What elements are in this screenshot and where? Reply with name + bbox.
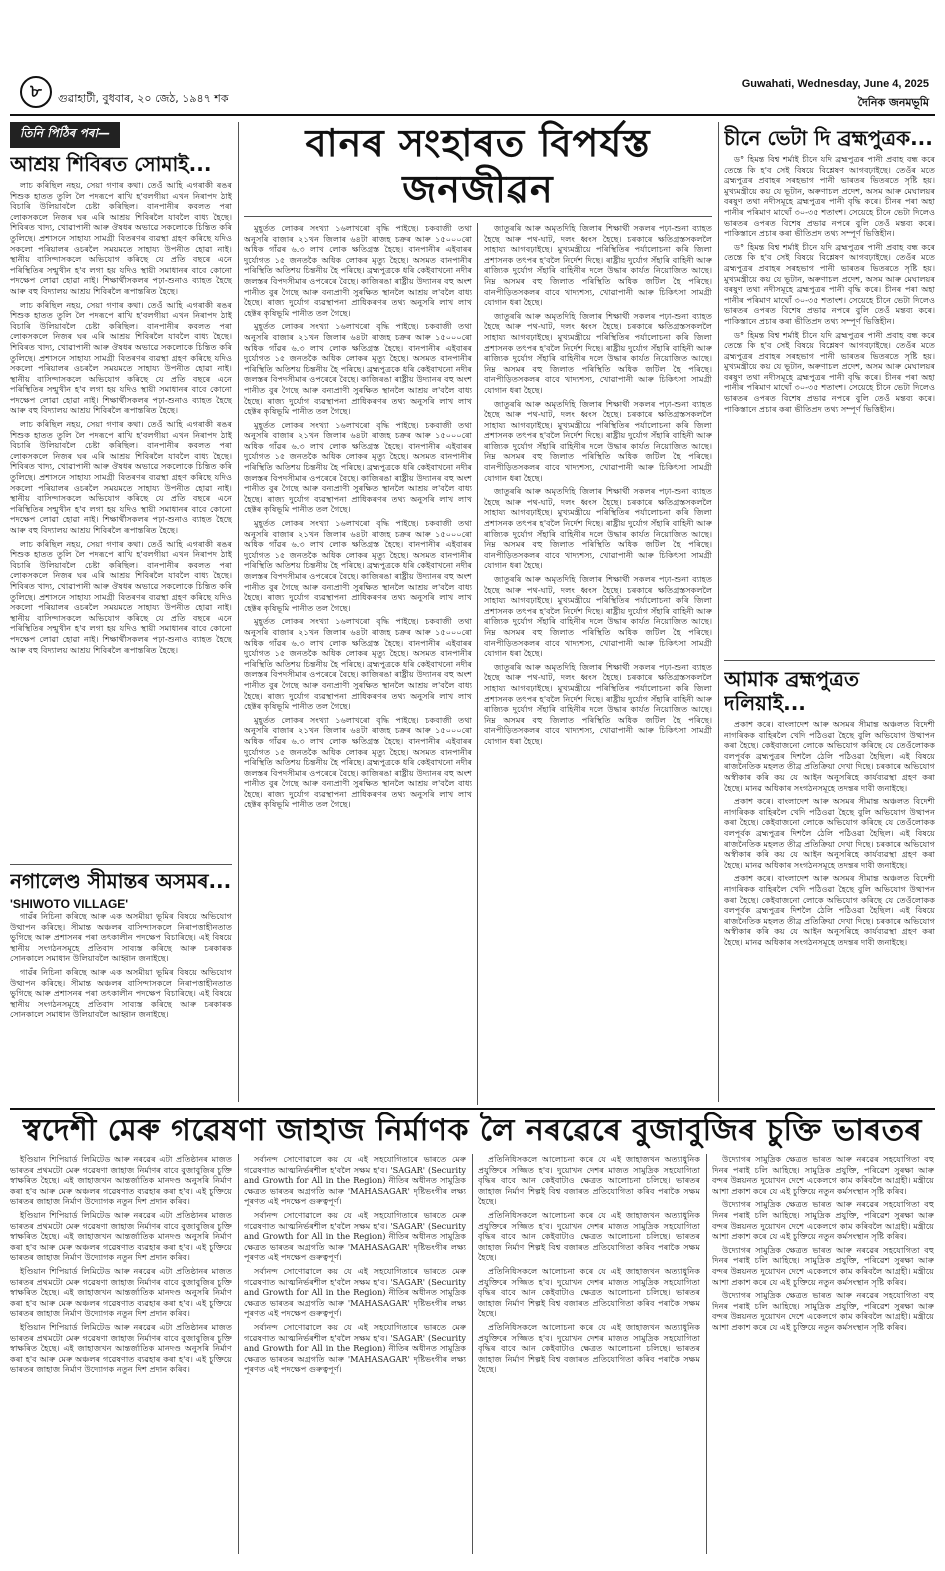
bottom-div2 (472, 1154, 473, 1554)
bottom-headline: স্বদেশী মেৰু গৱেষণা জাহাজ নিৰ্মাণক লৈ নৰৱেৰে বুজাবুজিৰ চুক্তি ভাৰতৰ (22, 1113, 923, 1148)
right-top-title: চীনে ভেটা দি ব্ৰহ্মপুত্ৰক... (724, 126, 933, 150)
center-rule (244, 216, 712, 217)
bottom-columns (10, 1154, 935, 1554)
story2-body: গাৱঁৰ নিচিনা কৰিছে আৰু এক অসমীয়া ভূমিৰ বিষয়ে অভিযোগ উত্থাপন কৰিছে। সীমান্ত অঞ্চলৰ বাসিন্দাসকলে নিৰাপত্তাহীনতাত ভুগিছে আৰু প্ৰশাসনৰ পৰা তৎকালীন পদক্ষেপ বিচাৰিছে। এই বিষয়ে স্থানীয় সংগঠনসমূহে প্ৰতিবাদ সাব্যস্ত কৰিছে আৰু চৰকাৰক সোনকালে সমাধান উলিয়াবলৈ আহ্বান জনাইছে। গাৱঁৰ নিচিনা কৰিছে আৰু এক অসমীয়া ভূমিৰ বিষয়ে অভিযোগ উত্থাপন কৰিছে। সীমান্ত অঞ্চলৰ বাসিন্দাসকলে নিৰাপত্তাহীনতাত ভুগিছে আৰু প্ৰশাসনৰ পৰা তৎকালীন পদক্ষেপ বিচাৰিছে। এই বিষয়ে স্থানীয় সংগঠনসমূহে প্ৰতিবাদ সাব্যস্ত কৰিছে আৰু চৰকাৰক সোনকালে সমাধান উলিয়াবলৈ আহ্বান জনাইছে। (10, 911, 232, 1020)
right-top-body: ড° হিমন্ত বিশ্ব শৰ্মাই চীনে যদি ব্ৰহ্মপুত্ৰৰ পানী প্ৰবাহ বন্ধ কৰে তেন্তে কি হ'ব সেই বিষয়ে বিশ্লেষণ আগবঢ়াইছে। তেওঁৰ মতে ব্ৰহ্মপুত্ৰৰ প্ৰবাহৰ সৰহভাগ পানী ভাৰতৰ ভিতৰতে সৃষ্টি হয়। মুখ্যমন্ত্ৰীয়ে কয় যে ভূটান, অৰুণাচল প্ৰদেশ, অসম আৰু মেঘালয়ৰ বৰষুণ তথা নদীসমূহে ব্ৰহ্মপুত্ৰৰ পানী বৃদ্ধি কৰে। চীনৰ পৰা অহা পানীৰ পৰিমাণ মাথোঁ ৩০-৩৫ শতাংশ। সেয়েহে চীনে ভেটা দিলেও ভাৰতৰ ওপৰত বিশেষ প্ৰভাৱ নপৰে বুলি তেওঁ মন্তব্য কৰে। পাকিস্তানে প্ৰচাৰ কৰা ভীতিপ্ৰদ তথ্য সম্পূৰ্ণ ভিত্তিহীন। ড° হিমন্ত বিশ্ব শৰ্মাই চীনে যদি ব্ৰহ্মপুত্ৰৰ পানী প্ৰবাহ বন্ধ কৰে তেন্তে কি হ'ব সেই বিষয়ে বিশ্লেষণ আগবঢ়াইছে। তেওঁৰ মতে ব্ৰহ্মপুত্ৰৰ প্ৰবাহৰ সৰহভাগ পানী ভাৰতৰ ভিতৰতে সৃষ্টি হয়। মুখ্যমন্ত্ৰীয়ে কয় যে ভূটান, অৰুণাচল প্ৰদেশ, অসম আৰু মেঘালয়ৰ বৰষুণ তথা নদীসমূহে ব্ৰহ্মপুত্ৰৰ পানী বৃদ্ধি কৰে। চীনৰ পৰা অহা পানীৰ পৰিমাণ মাথোঁ ৩০-৩৫ শতাংশ। সেয়েহে চীনে ভেটা দিলেও ভাৰতৰ ওপৰত বিশেষ প্ৰভাৱ নপৰে বুলি তেওঁ মন্তব্য কৰে। পাকিস্তানে প্ৰচাৰ কৰা ভীতিপ্ৰদ তথ্য সম্পূৰ্ণ ভিত্তিহীন। ড° হিমন্ত বিশ্ব শৰ্মাই চীনে যদি ব্ৰহ্মপুত্ৰৰ পানী প্ৰবাহ বন্ধ কৰে তেন্তে কি হ'ব সেই বিষয়ে বিশ্লেষণ আগবঢ়াইছে। তেওঁৰ মতে ব্ৰহ্মপুত্ৰৰ প্ৰবাহৰ সৰহভাগ পানী ভাৰতৰ ভিতৰতে সৃষ্টি হয়। মুখ্যমন্ত্ৰীয়ে কয় যে ভূটান, অৰুণাচল প্ৰদেশ, অসম আৰু মেঘালয়ৰ বৰষুণ তথা নদীসমূহে ব্ৰহ্মপুত্ৰৰ পানী বৃদ্ধি কৰে। চীনৰ পৰা অহা পানীৰ পৰিমাণ মাথোঁ ৩০-৩৫ শতাংশ। সেয়েহে চীনে ভেটা দিলেও ভাৰতৰ ওপৰত বিশেষ প্ৰভাৱ নপৰে বুলি তেওঁ মন্তব্য কৰে। পাকিস্তানে প্ৰচাৰ কৰা ভীতিপ্ৰদ তথ্য সম্পূৰ্ণ ভিত্তিহীন। (724, 154, 935, 414)
page-header (10, 76, 935, 112)
story2-title: নগালেণ্ড সীমান্তৰ অসমৰ... (10, 869, 232, 893)
bottom-col2: সৰ্বানন্দ সোণোৱালে কয় যে এই সহযোগিতাৰে ভাৰতে মেৰু গৱেষণাত আত্মনিৰ্ভৰশীল হ'বলৈ সক্ষম হ'ব। 'SAGAR' (Security and Growth for All in the Region) নীতিৰ অধীনত সামুদ্ৰিক ক্ষেত্ৰত ভাৰতৰ অগ্ৰগতি আৰু 'MAHASAGAR' দৃষ্টিভংগীৰ লক্ষ্য পূৰণত এই পদক্ষেপ গুৰুত্বপূৰ্ণ। সৰ্বানন্দ সোণোৱালে কয় যে এই সহযোগিতাৰে ভাৰতে মেৰু গৱেষণাত আত্মনিৰ্ভৰশীল হ'বলৈ সক্ষম হ'ব। 'SAGAR' (Security and Growth for All in the Region) নীতিৰ অধীনত সামুদ্ৰিক ক্ষেত্ৰত ভাৰতৰ অগ্ৰগতি আৰু 'MAHASAGAR' দৃষ্টিভংগীৰ লক্ষ্য পূৰণত এই পদক্ষেপ গুৰুত্বপূৰ্ণ। সৰ্বানন্দ সোণোৱালে কয় যে এই সহযোগিতাৰে ভাৰতে মেৰু গৱেষণাত আত্মনিৰ্ভৰশীল হ'বলৈ সক্ষম হ'ব। 'SAGAR' (Security and Growth for All in the Region) নীতিৰ অধীনত সামুদ্ৰিক ক্ষেত্ৰত ভাৰতৰ অগ্ৰগতি আৰু 'MAHASAGAR' দৃষ্টিভংগীৰ লক্ষ্য পূৰণত এই পদক্ষেপ গুৰুত্বপূৰ্ণ। সৰ্বানন্দ সোণোৱালে কয় যে এই সহযোগিতাৰে ভাৰতে মেৰু গৱেষণাত আত্মনিৰ্ভৰশীল হ'বলৈ সক্ষম হ'ব। 'SAGAR' (Security and Growth for All in the Region) নীতিৰ অধীনত সামুদ্ৰিক ক্ষেত্ৰত ভাৰতৰ অগ্ৰগতি আৰু 'MAHASAGAR' দৃষ্টিভংগীৰ লক্ষ্য পূৰণত এই পদক্ষেপ গুৰুত্বপূৰ্ণ। (244, 1154, 466, 1375)
right-mid-title: আমাক ব্ৰহ্মপুত্ৰত দলিয়াই... (724, 667, 859, 715)
page-number: ৮ (20, 76, 52, 108)
center-story (244, 120, 712, 1105)
bottom-col4: উদ্যোগৰ সামুদ্ৰিক ক্ষেত্ৰত ভাৰত আৰু নৰৱেৰ সহযোগিতা বহু দিনৰ পৰাই চলি আহিছে। সামুদ্ৰিক প্ৰযুক্তি, পৰিৱেশ সুৰক্ষা আৰু বন্দৰ উন্নয়নত দুয়োখন দেশে একেলগে কাম কৰিবলৈ আগ্ৰহী। মন্ত্ৰীয়ে আশা প্ৰকাশ কৰে যে এই চুক্তিয়ে নতুন কৰ্মসংস্থান সৃষ্টি কৰিব। উদ্যোগৰ সামুদ্ৰিক ক্ষেত্ৰত ভাৰত আৰু নৰৱেৰ সহযোগিতা বহু দিনৰ পৰাই চলি আহিছে। সামুদ্ৰিক প্ৰযুক্তি, পৰিৱেশ সুৰক্ষা আৰু বন্দৰ উন্নয়নত দুয়োখন দেশে একেলগে কাম কৰিবলৈ আগ্ৰহী। মন্ত্ৰীয়ে আশা প্ৰকাশ কৰে যে এই চুক্তিয়ে নতুন কৰ্মসংস্থান সৃষ্টি কৰিব। উদ্যোগৰ সামুদ্ৰিক ক্ষেত্ৰত ভাৰত আৰু নৰৱেৰ সহযোগিতা বহু দিনৰ পৰাই চলি আহিছে। সামুদ্ৰিক প্ৰযুক্তি, পৰিৱেশ সুৰক্ষা আৰু বন্দৰ উন্নয়নত দুয়োখন দেশে একেলগে কাম কৰিবলৈ আগ্ৰহী। মন্ত্ৰীয়ে আশা প্ৰকাশ কৰে যে এই চুক্তিয়ে নতুন কৰ্মসংস্থান সৃষ্টি কৰিব। উদ্যোগৰ সামুদ্ৰিক ক্ষেত্ৰত ভাৰত আৰু নৰৱেৰ সহযোগিতা বহু দিনৰ পৰাই চলি আহিছে। সামুদ্ৰিক প্ৰযুক্তি, পৰিৱেশ সুৰক্ষা আৰু বন্দৰ উন্নয়নত দুয়োখন দেশে একেলগে কাম কৰিবলৈ আগ্ৰহী। মন্ত্ৰীয়ে আশা প্ৰকাশ কৰে যে এই চুক্তিয়ে নতুন কৰ্মসংস্থান সৃষ্টি কৰিব। (712, 1154, 934, 1332)
center-columns (244, 223, 712, 1105)
date-right: Guwahati, Wednesday, June 4, 2025 (741, 78, 929, 90)
bottom-story (10, 1112, 935, 1562)
masthead: দৈনিক জনমভূমি (857, 96, 929, 109)
bottom-div1 (238, 1154, 239, 1554)
section-tag: তিনি পিঠিৰ পৰা— (10, 122, 120, 148)
center-col1: মুহূৰ্তত লোকৰ সংখ্যা ১৬লাখৰো বৃদ্ধি পাইছে। চকবাজী তথা অনুসৰি বাজাৰ ২১খন জিলাৰ ৬৪টা ৰাজহ চক্ৰৰ আৰু ১৫০০০ৰো অধিক গাঁৱৰ ৬.৩ লাখ লোক ক্ষতিগ্ৰস্ত হৈছে। বানপানীৰ এইবাৰৰ দুৰ্যোগত ১৫ জনতকৈ অধিক লোকৰ মৃত্যু হৈছে। অসমত বানপানীৰ পৰিস্থিতি অতিশয় চিন্তনীয় হৈ পৰিছে। ব্ৰহ্মপুত্ৰকে ধৰি কেইবাখনো নদীৰ জলস্তৰ বিপদসীমাৰ ওপৰেৰে বৈছে। কাজিৰঙা ৰাষ্ট্ৰীয় উদ্যানৰ বহু অংশ পানীত বুৰ গৈছে আৰু বন্যপ্ৰাণী সুৰক্ষিত স্থানলৈ আশ্ৰয় ল'বলৈ বাধ্য হৈছে। ৰাজ্য দুৰ্যোগ ব্যৱস্থাপনা প্ৰাধিকৰণৰ তথ্য অনুসৰি লাখ লাখ হেক্টৰ কৃষিভূমি পানীত তল গৈছে। মুহূৰ্তত লোকৰ সংখ্যা ১৬লাখৰো বৃদ্ধি পাইছে। চকবাজী তথা অনুসৰি বাজাৰ ২১খন জিলাৰ ৬৪টা ৰাজহ চক্ৰৰ আৰু ১৫০০০ৰো অধিক গাঁৱৰ ৬.৩ লাখ লোক ক্ষতিগ্ৰস্ত হৈছে। বানপানীৰ এইবাৰৰ দুৰ্যোগত ১৫ জনতকৈ অধিক লোকৰ মৃত্যু হৈছে। অসমত বানপানীৰ পৰিস্থিতি অতিশয় চিন্তনীয় হৈ পৰিছে। ব্ৰহ্মপুত্ৰকে ধৰি কেইবাখনো নদীৰ জলস্তৰ বিপদসীমাৰ ওপৰেৰে বৈছে। কাজিৰঙা ৰাষ্ট্ৰীয় উদ্যানৰ বহু অংশ পানীত বুৰ গৈছে আৰু বন্যপ্ৰাণী সুৰক্ষিত স্থানলৈ আশ্ৰয় ল'বলৈ বাধ্য হৈছে। ৰাজ্য দুৰ্যোগ ব্যৱস্থাপনা প্ৰাধিকৰণৰ তথ্য অনুসৰি লাখ লাখ হেক্টৰ কৃষিভূমি পানীত তল গৈছে। মুহূৰ্তত লোকৰ সংখ্যা ১৬লাখৰো বৃদ্ধি পাইছে। চকবাজী তথা অনুসৰি বাজাৰ ২১খন জিলাৰ ৬৪টা ৰাজহ চক্ৰৰ আৰু ১৫০০০ৰো অধিক গাঁৱৰ ৬.৩ লাখ লোক ক্ষতিগ্ৰস্ত হৈছে। বানপানীৰ এইবাৰৰ দুৰ্যোগত ১৫ জনতকৈ অধিক লোকৰ মৃত্যু হৈছে। অসমত বানপানীৰ পৰিস্থিতি অতিশয় চিন্তনীয় হৈ পৰিছে। ব্ৰহ্মপুত্ৰকে ধৰি কেইবাখনো নদীৰ জলস্তৰ বিপদসীমাৰ ওপৰেৰে বৈছে। কাজিৰঙা ৰাষ্ট্ৰীয় উদ্যানৰ বহু অংশ পানীত বুৰ গৈছে আৰু বন্যপ্ৰাণী সুৰক্ষিত স্থানলৈ আশ্ৰয় ল'বলৈ বাধ্য হৈছে। ৰাজ্য দুৰ্যোগ ব্যৱস্থাপনা প্ৰাধিকৰণৰ তথ্য অনুসৰি লাখ লাখ হেক্টৰ কৃষিভূমি পানীত তল গৈছে। মুহূৰ্তত লোকৰ সংখ্যা ১৬লাখৰো বৃদ্ধি পাইছে। চকবাজী তথা অনুসৰি বাজাৰ ২১খন জিলাৰ ৬৪টা ৰাজহ চক্ৰৰ আৰু ১৫০০০ৰো অধিক গাঁৱৰ ৬.৩ লাখ লোক ক্ষতিগ্ৰস্ত হৈছে। বানপানীৰ এইবাৰৰ দুৰ্যোগত ১৫ জনতকৈ অধিক লোকৰ মৃত্যু হৈছে। অসমত বানপানীৰ পৰিস্থিতি অতিশয় চিন্তনীয় হৈ পৰিছে। ব্ৰহ্মপুত্ৰকে ধৰি কেইবাখনো নদীৰ জলস্তৰ বিপদসীমাৰ ওপৰেৰে বৈছে। কাজিৰঙা ৰাষ্ট্ৰীয় উদ্যানৰ বহু অংশ পানীত বুৰ গৈছে আৰু বন্যপ্ৰাণী সুৰক্ষিত স্থানলৈ আশ্ৰয় ল'বলৈ বাধ্য হৈছে। ৰাজ্য দুৰ্যোগ ব্যৱস্থাপনা প্ৰাধিকৰণৰ তথ্য অনুসৰি লাখ লাখ হেক্টৰ কৃষিভূমি পানীত তল গৈছে। মুহূৰ্তত লোকৰ সংখ্যা ১৬লাখৰো বৃদ্ধি পাইছে। চকবাজী তথা অনুসৰি বাজাৰ ২১খন জিলাৰ ৬৪টা ৰাজহ চক্ৰৰ আৰু ১৫০০০ৰো অধিক গাঁৱৰ ৬.৩ লাখ লোক ক্ষতিগ্ৰস্ত হৈছে। বানপানীৰ এইবাৰৰ দুৰ্যোগত ১৫ জনতকৈ অধিক লোকৰ মৃত্যু হৈছে। অসমত বানপানীৰ পৰিস্থিতি অতিশয় চিন্তনীয় হৈ পৰিছে। ব্ৰহ্মপুত্ৰকে ধৰি কেইবাখনো নদীৰ জলস্তৰ বিপদসীমাৰ ওপৰেৰে বৈছে। কাজিৰঙা ৰাষ্ট্ৰীয় উদ্যানৰ বহু অংশ পানীত বুৰ গৈছে আৰু বন্যপ্ৰাণী সুৰক্ষিত স্থানলৈ আশ্ৰয় ল'বলৈ বাধ্য হৈছে। ৰাজ্য দুৰ্যোগ ব্যৱস্থাপনা প্ৰাধিকৰণৰ তথ্য অনুসৰি লাখ লাখ হেক্টৰ কৃষিভূমি পানীত তল গৈছে। মুহূৰ্তত লোকৰ সংখ্যা ১৬লাখৰো বৃদ্ধি পাইছে। চকবাজী তথা অনুসৰি বাজাৰ ২১খন জিলাৰ ৬৪টা ৰাজহ চক্ৰৰ আৰু ১৫০০০ৰো অধিক গাঁৱৰ ৬.৩ লাখ লোক ক্ষতিগ্ৰস্ত হৈছে। বানপানীৰ এইবাৰৰ দুৰ্যোগত ১৫ জনতকৈ অধিক লোকৰ মৃত্যু হৈছে। অসমত বানপানীৰ পৰিস্থিতি অতিশয় চিন্তনীয় হৈ পৰিছে। ব্ৰহ্মপুত্ৰকে ধৰি কেইবাখনো নদীৰ জলস্তৰ বিপদসীমাৰ ওপৰেৰে বৈছে। কাজিৰঙা ৰাষ্ট্ৰীয় উদ্যানৰ বহু অংশ পানীত বুৰ গৈছে আৰু বন্যপ্ৰাণী সুৰক্ষিত স্থানলৈ আশ্ৰয় ল'বলৈ বাধ্য হৈছে। ৰাজ্য দুৰ্যোগ ব্যৱস্থাপনা প্ৰাধিকৰণৰ তথ্য অনুসৰি লাখ লাখ হেক্টৰ কৃষিভূমি পানীত তল গৈছে। (244, 223, 472, 810)
story2-latin: 'SHIWOTO VILLAGE' (10, 897, 129, 911)
date-left: গুৱাহাটী, বুধবাৰ, ২০ জেঠ, ১৯৪৭ শক (58, 92, 229, 105)
right-divider (724, 660, 935, 661)
bottom-rule (10, 1108, 935, 1110)
header-rule (10, 114, 935, 116)
bottom-col1: ইণ্ডিয়ান শিপিয়াৰ্ড লিমিটেড আৰু নৰৱেৰ এটা প্ৰতিষ্ঠানৰ মাজত ভাৰতৰ প্ৰথমটো মেৰু গৱেষণা জাহাজ নিৰ্মাণৰ বাবে বুজাবুজিৰ চুক্তি স্বাক্ষৰিত হৈছে। এই জাহাজখন আন্তৰ্জাতিক মানদণ্ড অনুসৰি নিৰ্মাণ কৰা হ'ব আৰু মেৰু অঞ্চলৰ গৱেষণাত ব্যৱহাৰ কৰা হ'ব। এই চুক্তিয়ে ভাৰতৰ জাহাজ নিৰ্মাণ উদ্যোগক নতুন দিশ প্ৰদান কৰিব। ইণ্ডিয়ান শিপিয়াৰ্ড লিমিটেড আৰু নৰৱেৰ এটা প্ৰতিষ্ঠানৰ মাজত ভাৰতৰ প্ৰথমটো মেৰু গৱেষণা জাহাজ নিৰ্মাণৰ বাবে বুজাবুজিৰ চুক্তি স্বাক্ষৰিত হৈছে। এই জাহাজখন আন্তৰ্জাতিক মানদণ্ড অনুসৰি নিৰ্মাণ কৰা হ'ব আৰু মেৰু অঞ্চলৰ গৱেষণাত ব্যৱহাৰ কৰা হ'ব। এই চুক্তিয়ে ভাৰতৰ জাহাজ নিৰ্মাণ উদ্যোগক নতুন দিশ প্ৰদান কৰিব। ইণ্ডিয়ান শিপিয়াৰ্ড লিমিটেড আৰু নৰৱেৰ এটা প্ৰতিষ্ঠানৰ মাজত ভাৰতৰ প্ৰথমটো মেৰু গৱেষণা জাহাজ নিৰ্মাণৰ বাবে বুজাবুজিৰ চুক্তি স্বাক্ষৰিত হৈছে। এই জাহাজখন আন্তৰ্জাতিক মানদণ্ড অনুসৰি নিৰ্মাণ কৰা হ'ব আৰু মেৰু অঞ্চলৰ গৱেষণাত ব্যৱহাৰ কৰা হ'ব। এই চুক্তিয়ে ভাৰতৰ জাহাজ নিৰ্মাণ উদ্যোগক নতুন দিশ প্ৰদান কৰিব। ইণ্ডিয়ান শিপিয়াৰ্ড লিমিটেড আৰু নৰৱেৰ এটা প্ৰতিষ্ঠানৰ মাজত ভাৰতৰ প্ৰথমটো মেৰু গৱেষণা জাহাজ নিৰ্মাণৰ বাবে বুজাবুজিৰ চুক্তি স্বাক্ষৰিত হৈছে। এই জাহাজখন আন্তৰ্জাতিক মানদণ্ড অনুসৰি নিৰ্মাণ কৰা হ'ব আৰু মেৰু অঞ্চলৰ গৱেষণাত ব্যৱহাৰ কৰা হ'ব। এই চুক্তিয়ে ভাৰতৰ জাহাজ নিৰ্মাণ উদ্যোগক নতুন দিশ প্ৰদান কৰিব। (10, 1154, 232, 1375)
center-headline: বানৰ সংহাৰত বিপৰ্যস্ত জনজীৱন (305, 121, 651, 211)
bottom-div3 (706, 1154, 707, 1554)
col-divider (238, 122, 239, 1102)
center-inner-divider (477, 223, 478, 1105)
left-divider (10, 864, 232, 865)
story1-body: লাচ কৰিছিল নহয়, সেয়া গণাৰ কথা। তেওঁ আহি এগৰাকী ৰঙৰ শিশুক হাতত তুলি লৈ পদৰূপে ৰাখি হ'বলগীয়া এখন নিৰাপদ ঠাই বিচাৰি উলিয়াবলৈ চেষ্টা কৰিছিল। বানপানীৰ কবলত পৰা লোকসকলে নিজৰ ঘৰ এৰি আশ্ৰয় শিবিৰলৈ যাবলৈ বাধ্য হৈছে। শিবিৰত খাদ্য, খোৱাপানী আৰু ঔষধৰ অভাৱে সকলোকে চিন্তিত কৰি তুলিছে। প্ৰশাসনে সাহায্য সামগ্ৰী বিতৰণৰ ব্যৱস্থা গ্ৰহণ কৰিছে যদিও সকলো পৰিয়ালৰ ওচৰলৈ সময়মতে সাহায্য উপনীত হোৱা নাই। স্থানীয় বাসিন্দাসকলে অভিযোগ কৰিছে যে প্ৰতি বছৰে এনে পৰিস্থিতিৰ সন্মুখীন হ'ব লগা হয় যদিও স্থায়ী সমাধানৰ বাবে কোনো পদক্ষেপ লোৱা হোৱা নাই। শিক্ষাৰ্থীসকলৰ পঢ়া-শুনাও ব্যাহত হৈছে আৰু বহু বিদ্যালয় আশ্ৰয় শিবিৰলৈ ৰূপান্তৰিত হৈছে। লাচ কৰিছিল নহয়, সেয়া গণাৰ কথা। তেওঁ আহি এগৰাকী ৰঙৰ শিশুক হাতত তুলি লৈ পদৰূপে ৰাখি হ'বলগীয়া এখন নিৰাপদ ঠাই বিচাৰি উলিয়াবলৈ চেষ্টা কৰিছিল। বানপানীৰ কবলত পৰা লোকসকলে নিজৰ ঘৰ এৰি আশ্ৰয় শিবিৰলৈ যাবলৈ বাধ্য হৈছে। শিবিৰত খাদ্য, খোৱাপানী আৰু ঔষধৰ অভাৱে সকলোকে চিন্তিত কৰি তুলিছে। প্ৰশাসনে সাহায্য সামগ্ৰী বিতৰণৰ ব্যৱস্থা গ্ৰহণ কৰিছে যদিও সকলো পৰিয়ালৰ ওচৰলৈ সময়মতে সাহায্য উপনীত হোৱা নাই। স্থানীয় বাসিন্দাসকলে অভিযোগ কৰিছে যে প্ৰতি বছৰে এনে পৰিস্থিতিৰ সন্মুখীন হ'ব লগা হয় যদিও স্থায়ী সমাধানৰ বাবে কোনো পদক্ষেপ লোৱা হোৱা নাই। শিক্ষাৰ্থীসকলৰ পঢ়া-শুনাও ব্যাহত হৈছে আৰু বহু বিদ্যালয় আশ্ৰয় শিবিৰলৈ ৰূপান্তৰিত হৈছে। লাচ কৰিছিল নহয়, সেয়া গণাৰ কথা। তেওঁ আহি এগৰাকী ৰঙৰ শিশুক হাতত তুলি লৈ পদৰূপে ৰাখি হ'বলগীয়া এখন নিৰাপদ ঠাই বিচাৰি উলিয়াবলৈ চেষ্টা কৰিছিল। বানপানীৰ কবলত পৰা লোকসকলে নিজৰ ঘৰ এৰি আশ্ৰয় শিবিৰলৈ যাবলৈ বাধ্য হৈছে। শিবিৰত খাদ্য, খোৱাপানী আৰু ঔষধৰ অভাৱে সকলোকে চিন্তিত কৰি তুলিছে। প্ৰশাসনে সাহায্য সামগ্ৰী বিতৰণৰ ব্যৱস্থা গ্ৰহণ কৰিছে যদিও সকলো পৰিয়ালৰ ওচৰলৈ সময়মতে সাহায্য উপনীত হোৱা নাই। স্থানীয় বাসিন্দাসকলে অভিযোগ কৰিছে যে প্ৰতি বছৰে এনে পৰিস্থিতিৰ সন্মুখীন হ'ব লগা হয় যদিও স্থায়ী সমাধানৰ বাবে কোনো পদক্ষেপ লোৱা হোৱা নাই। শিক্ষাৰ্থীসকলৰ পঢ়া-শুনাও ব্যাহত হৈছে আৰু বহু বিদ্যালয় আশ্ৰয় শিবিৰলৈ ৰূপান্তৰিত হৈছে। লাচ কৰিছিল নহয়, সেয়া গণাৰ কথা। তেওঁ আহি এগৰাকী ৰঙৰ শিশুক হাতত তুলি লৈ পদৰূপে ৰাখি হ'বলগীয়া এখন নিৰাপদ ঠাই বিচাৰি উলিয়াবলৈ চেষ্টা কৰিছিল। বানপানীৰ কবলত পৰা লোকসকলে নিজৰ ঘৰ এৰি আশ্ৰয় শিবিৰলৈ যাবলৈ বাধ্য হৈছে। শিবিৰত খাদ্য, খোৱাপানী আৰু ঔষধৰ অভাৱে সকলোকে চিন্তিত কৰি তুলিছে। প্ৰশাসনে সাহায্য সামগ্ৰী বিতৰণৰ ব্যৱস্থা গ্ৰহণ কৰিছে যদিও সকলো পৰিয়ালৰ ওচৰলৈ সময়মতে সাহায্য উপনীত হোৱা নাই। স্থানীয় বাসিন্দাসকলে অভিযোগ কৰিছে যে প্ৰতি বছৰে এনে পৰিস্থিতিৰ সন্মুখীন হ'ব লগা হয় যদিও স্থায়ী সমাধানৰ বাবে কোনো পদক্ষেপ লোৱা হোৱা নাই। শিক্ষাৰ্থীসকলৰ পঢ়া-শুনাও ব্যাহত হৈছে আৰু বহু বিদ্যালয় আশ্ৰয় শিবিৰলৈ ৰূপান্তৰিত হৈছে। (10, 180, 232, 655)
right-mid-body: প্ৰকাশ কৰে। বাংলাদেশ আৰু অসমৰ সীমান্ত অঞ্চলত বিদেশী নাগৰিকক বাহিৰলৈ খেদি পঠিওৱা হৈছে বুলি অভিযোগ উত্থাপন কৰা হৈছে। কেইবাজনো লোকে অভিযোগ কৰিছে যে তেওঁলোকক বলপূৰ্বক ব্ৰহ্মপুত্ৰৰ দিশলৈ ঠেলি পঠিওৱা হৈছিল। এই বিষয়ে ৰাজনৈতিক মহলত তীব্ৰ প্ৰতিক্ৰিয়া দেখা দিছে। চৰকাৰে অভিযোগ অস্বীকাৰ কৰি কয় যে আইন অনুসৰিহে কাৰ্যব্যৱস্থা গ্ৰহণ কৰা হৈছে। মানৱ অধিকাৰ সংগঠনসমূহে তদন্তৰ দাবী জনাইছে। প্ৰকাশ কৰে। বাংলাদেশ আৰু অসমৰ সীমান্ত অঞ্চলত বিদেশী নাগৰিকক বাহিৰলৈ খেদি পঠিওৱা হৈছে বুলি অভিযোগ উত্থাপন কৰা হৈছে। কেইবাজনো লোকে অভিযোগ কৰিছে যে তেওঁলোকক বলপূৰ্বক ব্ৰহ্মপুত্ৰৰ দিশলৈ ঠেলি পঠিওৱা হৈছিল। এই বিষয়ে ৰাজনৈতিক মহলত তীব্ৰ প্ৰতিক্ৰিয়া দেখা দিছে। চৰকাৰে অভিযোগ অস্বীকাৰ কৰি কয় যে আইন অনুসৰিহে কাৰ্যব্যৱস্থা গ্ৰহণ কৰা হৈছে। মানৱ অধিকাৰ সংগঠনসমূহে তদন্তৰ দাবী জনাইছে। প্ৰকাশ কৰে। বাংলাদেশ আৰু অসমৰ সীমান্ত অঞ্চলত বিদেশী নাগৰিকক বাহিৰলৈ খেদি পঠিওৱা হৈছে বুলি অভিযোগ উত্থাপন কৰা হৈছে। কেইবাজনো লোকে অভিযোগ কৰিছে যে তেওঁলোকক বলপূৰ্বক ব্ৰহ্মপুত্ৰৰ দিশলৈ ঠেলি পঠিওৱা হৈছিল। এই বিষয়ে ৰাজনৈতিক মহলত তীব্ৰ প্ৰতিক্ৰিয়া দেখা দিছে। চৰকাৰে অভিযোগ অস্বীকাৰ কৰি কয় যে আইন অনুসৰিহে কাৰ্যব্যৱস্থা গ্ৰহণ কৰা হৈছে। মানৱ অধিকাৰ সংগঠনসমূহে তদন্তৰ দাবী জনাইছে। (724, 719, 935, 947)
left-column (10, 122, 232, 1102)
right-column (724, 122, 935, 1102)
center-col2: জাতুৰৰি আৰু অমৃতদিহি জিলাৰ শিক্ষাৰ্থী সকলৰ পঢ়া-শুনা ব্যাহত হৈছে আৰু পথ-ঘাট, দলং ধ্বংস হৈছে। চৰকাৰে ক্ষতিগ্ৰস্তসকললৈ সাহায্য আগবঢ়াইছে। মুখ্যমন্ত্ৰীয়ে পৰিস্থিতিৰ পৰ্যালোচনা কৰি জিলা প্ৰশাসনক তৎপৰ হ'বলৈ নিৰ্দেশ দিছে। ৰাষ্ট্ৰীয় দুৰ্যোগ সঁহাৰি বাহিনী আৰু ৰাজ্যিক দুৰ্যোগ সঁহাৰি বাহিনীৰ দলে উদ্ধাৰ কাৰ্যত নিয়োজিত আছে। নিম্ন অসমৰ বহু জিলাত পৰিস্থিতি অধিক জটিল হৈ পৰিছে। বানপীড়িতসকলৰ বাবে খাদ্যশস্য, খোৱাপানী আৰু চিকিৎসা সামগ্ৰী যোগান ধৰা হৈছে। জাতুৰৰি আৰু অমৃতদিহি জিলাৰ শিক্ষাৰ্থী সকলৰ পঢ়া-শুনা ব্যাহত হৈছে আৰু পথ-ঘাট, দলং ধ্বংস হৈছে। চৰকাৰে ক্ষতিগ্ৰস্তসকললৈ সাহায্য আগবঢ়াইছে। মুখ্যমন্ত্ৰীয়ে পৰিস্থিতিৰ পৰ্যালোচনা কৰি জিলা প্ৰশাসনক তৎপৰ হ'বলৈ নিৰ্দেশ দিছে। ৰাষ্ট্ৰীয় দুৰ্যোগ সঁহাৰি বাহিনী আৰু ৰাজ্যিক দুৰ্যোগ সঁহাৰি বাহিনীৰ দলে উদ্ধাৰ কাৰ্যত নিয়োজিত আছে। নিম্ন অসমৰ বহু জিলাত পৰিস্থিতি অধিক জটিল হৈ পৰিছে। বানপীড়িতসকলৰ বাবে খাদ্যশস্য, খোৱাপানী আৰু চিকিৎসা সামগ্ৰী যোগান ধৰা হৈছে। জাতুৰৰি আৰু অমৃতদিহি জিলাৰ শিক্ষাৰ্থী সকলৰ পঢ়া-শুনা ব্যাহত হৈছে আৰু পথ-ঘাট, দলং ধ্বংস হৈছে। চৰকাৰে ক্ষতিগ্ৰস্তসকললৈ সাহায্য আগবঢ়াইছে। মুখ্যমন্ত্ৰীয়ে পৰিস্থিতিৰ পৰ্যালোচনা কৰি জিলা প্ৰশাসনক তৎপৰ হ'বলৈ নিৰ্দেশ দিছে। ৰাষ্ট্ৰীয় দুৰ্যোগ সঁহাৰি বাহিনী আৰু ৰাজ্যিক দুৰ্যোগ সঁহাৰি বাহিনীৰ দলে উদ্ধাৰ কাৰ্যত নিয়োজিত আছে। নিম্ন অসমৰ বহু জিলাত পৰিস্থিতি অধিক জটিল হৈ পৰিছে। বানপীড়িতসকলৰ বাবে খাদ্যশস্য, খোৱাপানী আৰু চিকিৎসা সামগ্ৰী যোগান ধৰা হৈছে। জাতুৰৰি আৰু অমৃতদিহি জিলাৰ শিক্ষাৰ্থী সকলৰ পঢ়া-শুনা ব্যাহত হৈছে আৰু পথ-ঘাট, দলং ধ্বংস হৈছে। চৰকাৰে ক্ষতিগ্ৰস্তসকললৈ সাহায্য আগবঢ়াইছে। মুখ্যমন্ত্ৰীয়ে পৰিস্থিতিৰ পৰ্যালোচনা কৰি জিলা প্ৰশাসনক তৎপৰ হ'বলৈ নিৰ্দেশ দিছে। ৰাষ্ট্ৰীয় দুৰ্যোগ সঁহাৰি বাহিনী আৰু ৰাজ্যিক দুৰ্যোগ সঁহাৰি বাহিনীৰ দলে উদ্ধাৰ কাৰ্যত নিয়োজিত আছে। নিম্ন অসমৰ বহু জিলাত পৰিস্থিতি অধিক জটিল হৈ পৰিছে। বানপীড়িতসকলৰ বাবে খাদ্যশস্য, খোৱাপানী আৰু চিকিৎসা সামগ্ৰী যোগান ধৰা হৈছে। জাতুৰৰি আৰু অমৃতদিহি জিলাৰ শিক্ষাৰ্থী সকলৰ পঢ়া-শুনা ব্যাহত হৈছে আৰু পথ-ঘাট, দলং ধ্বংস হৈছে। চৰকাৰে ক্ষতিগ্ৰস্তসকললৈ সাহায্য আগবঢ়াইছে। মুখ্যমন্ত্ৰীয়ে পৰিস্থিতিৰ পৰ্যালোচনা কৰি জিলা প্ৰশাসনক তৎপৰ হ'বলৈ নিৰ্দেশ দিছে। ৰাষ্ট্ৰীয় দুৰ্যোগ সঁহাৰি বাহিনী আৰু ৰাজ্যিক দুৰ্যোগ সঁহাৰি বাহিনীৰ দলে উদ্ধাৰ কাৰ্যত নিয়োজিত আছে। নিম্ন অসমৰ বহু জিলাত পৰিস্থিতি অধিক জটিল হৈ পৰিছে। বানপীড়িতসকলৰ বাবে খাদ্যশস্য, খোৱাপানী আৰু চিকিৎসা সামগ্ৰী যোগান ধৰা হৈছে। জাতুৰৰি আৰু অমৃতদিহি জিলাৰ শিক্ষাৰ্থী সকলৰ পঢ়া-শুনা ব্যাহত হৈছে আৰু পথ-ঘাট, দলং ধ্বংস হৈছে। চৰকাৰে ক্ষতিগ্ৰস্তসকললৈ সাহায্য আগবঢ়াইছে। মুখ্যমন্ত্ৰীয়ে পৰিস্থিতিৰ পৰ্যালোচনা কৰি জিলা প্ৰশাসনক তৎপৰ হ'বলৈ নিৰ্দেশ দিছে। ৰাষ্ট্ৰীয় দুৰ্যোগ সঁহাৰি বাহিনী আৰু ৰাজ্যিক দুৰ্যোগ সঁহাৰি বাহিনীৰ দলে উদ্ধাৰ কাৰ্যত নিয়োজিত আছে। নিম্ন অসমৰ বহু জিলাত পৰিস্থিতি অধিক জটিল হৈ পৰিছে। বানপীড়িতসকলৰ বাবে খাদ্যশস্য, খোৱাপানী আৰু চিকিৎসা সামগ্ৰী যোগান ধৰা হৈছে। (484, 223, 712, 746)
bottom-col3: প্ৰতিনিধিসকলে আলোচনা কৰে যে এই জাহাজখন অত্যাধুনিক প্ৰযুক্তিৰে সজ্জিত হ'ব। দুয়োখন দেশৰ মাজত সামুদ্ৰিক সহযোগিতা বৃদ্ধিৰ বাবে আন কেইবাটাও ক্ষেত্ৰত আলোচনা চলিছে। ভাৰতৰ জাহাজ নিৰ্মাণ শিল্পই বিশ্ব বজাৰত প্ৰতিযোগিতা কৰিব পৰাকৈ সক্ষম হৈছে। প্ৰতিনিধিসকলে আলোচনা কৰে যে এই জাহাজখন অত্যাধুনিক প্ৰযুক্তিৰে সজ্জিত হ'ব। দুয়োখন দেশৰ মাজত সামুদ্ৰিক সহযোগিতা বৃদ্ধিৰ বাবে আন কেইবাটাও ক্ষেত্ৰত আলোচনা চলিছে। ভাৰতৰ জাহাজ নিৰ্মাণ শিল্পই বিশ্ব বজাৰত প্ৰতিযোগিতা কৰিব পৰাকৈ সক্ষম হৈছে। প্ৰতিনিধিসকলে আলোচনা কৰে যে এই জাহাজখন অত্যাধুনিক প্ৰযুক্তিৰে সজ্জিত হ'ব। দুয়োখন দেশৰ মাজত সামুদ্ৰিক সহযোগিতা বৃদ্ধিৰ বাবে আন কেইবাটাও ক্ষেত্ৰত আলোচনা চলিছে। ভাৰতৰ জাহাজ নিৰ্মাণ শিল্পই বিশ্ব বজাৰত প্ৰতিযোগিতা কৰিব পৰাকৈ সক্ষম হৈছে। প্ৰতিনিধিসকলে আলোচনা কৰে যে এই জাহাজখন অত্যাধুনিক প্ৰযুক্তিৰে সজ্জিত হ'ব। দুয়োখন দেশৰ মাজত সামুদ্ৰিক সহযোগিতা বৃদ্ধিৰ বাবে আন কেইবাটাও ক্ষেত্ৰত আলোচনা চলিছে। ভাৰতৰ জাহাজ নিৰ্মাণ শিল্পই বিশ্ব বজাৰত প্ৰতিযোগিতা কৰিব পৰাকৈ সক্ষম হৈছে। (478, 1154, 700, 1375)
story1-title: আশ্ৰয় শিবিৰত সোমাই... (10, 152, 212, 176)
col-divider-right (718, 122, 719, 1102)
